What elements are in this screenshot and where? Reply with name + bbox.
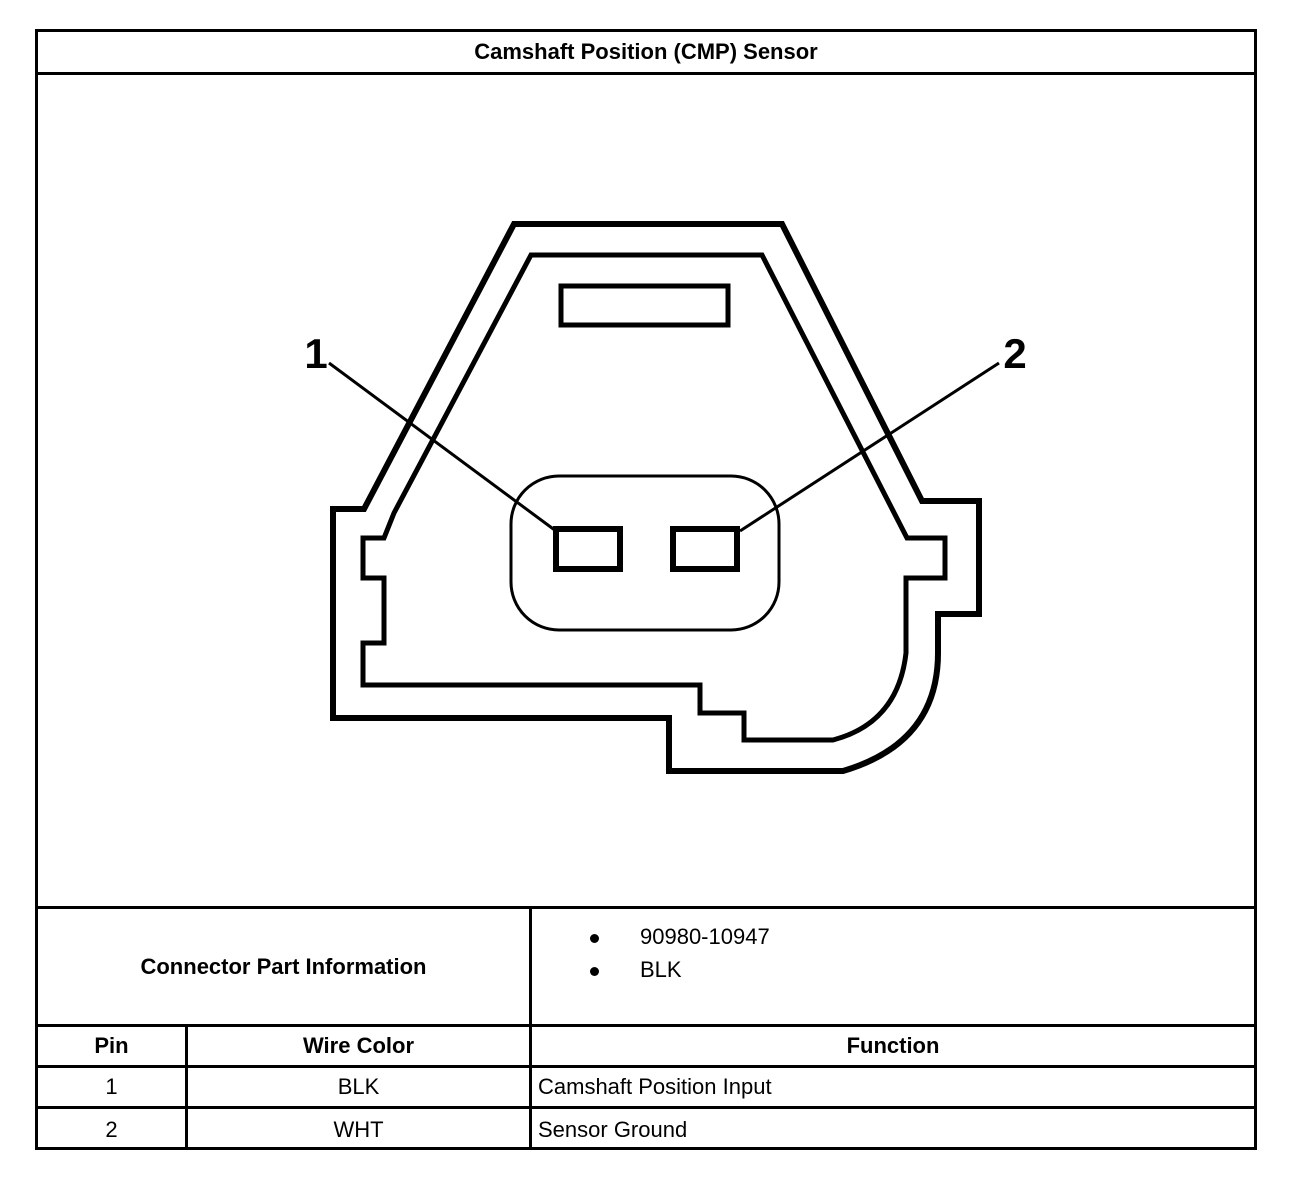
pin-1-label: 1 <box>304 330 328 377</box>
connector-housing-inner <box>363 255 945 740</box>
pin-1-terminal <box>556 529 620 569</box>
bullet-icon <box>590 934 599 943</box>
pin-table <box>38 1027 1254 1147</box>
table-header-row <box>38 1027 1254 1068</box>
pin-2-label: 2 <box>1003 330 1027 377</box>
table-row <box>38 1068 1254 1109</box>
pin-2-leader-line <box>740 363 999 531</box>
pin-function: Camshaft Position Input <box>538 1074 772 1099</box>
connector-color: BLK <box>640 957 682 982</box>
connector-diagram <box>38 75 1254 909</box>
pin-number: 1 <box>38 1068 188 1106</box>
header-wire-color: Wire Color <box>188 1027 532 1065</box>
header-function: Function <box>846 1033 940 1058</box>
pin-2-terminal <box>673 529 737 569</box>
connector-part-info-list <box>532 909 1254 1024</box>
pin-number: 2 <box>38 1109 188 1150</box>
connector-part-info-row <box>38 909 1254 1027</box>
latch-slot <box>561 286 728 325</box>
pin-function: Sensor Ground <box>538 1116 688 1142</box>
connector-housing-outer <box>333 224 979 771</box>
wire-color: WHT <box>188 1109 532 1150</box>
bullet-icon <box>590 967 599 976</box>
wire-color: BLK <box>188 1068 532 1106</box>
header-pin: Pin <box>38 1027 188 1065</box>
connector-part-info-label: Connector Part Information <box>38 909 532 1024</box>
connector-sheet <box>35 29 1257 1150</box>
title-text: Camshaft Position (CMP) Sensor <box>474 39 818 64</box>
table-row <box>38 1109 1254 1150</box>
part-number: 90980-10947 <box>640 924 770 949</box>
